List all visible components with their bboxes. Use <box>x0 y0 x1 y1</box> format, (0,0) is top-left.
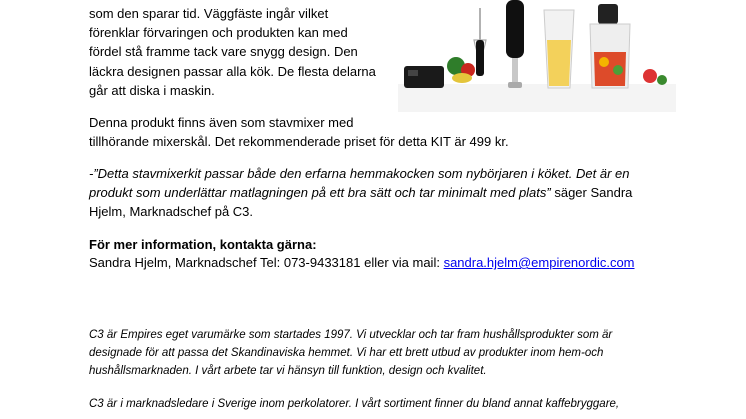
quote-attribution: säger Sandra <box>550 185 633 200</box>
kit-line: tillhörande mixerskål. Det rekommenderade priset för detta KIT är 499 kr. <box>89 134 509 149</box>
intro-line: som den sparar tid. Väggfäste ingår vilket <box>89 6 329 21</box>
contact-heading: För mer information, kontakta gärna: <box>89 237 317 252</box>
quote-text: produkt som underlättar matlagningen på ett bra sätt och tar minimalt med plats” <box>89 185 551 200</box>
about-line: hushållsmarknaden. I vårt arbete tar vi hänsyn till funktion, design och kvalitet. <box>89 365 487 377</box>
contact-text: Sandra Hjelm, Marknadschef Tel: 073-9433181 eller via mail: <box>89 255 444 270</box>
about-line: C3 är Empires eget varumärke som startades 1997. Vi utvecklar och tar fram hushållsprodukter som är <box>89 329 613 341</box>
intro-line: förenklar förvaringen och produkten kan med <box>89 25 348 40</box>
intro-line: går att diska i maskin. <box>89 83 215 98</box>
quote-line <box>89 183 632 202</box>
kit-line: Denna produkt finns även som stavmixer med <box>89 115 354 130</box>
about-line: designade för att passa det Skandinaviska hemmet. Vi har ett brett utbud av produkter inom hem-och <box>89 347 604 359</box>
market-line: C3 är i marknadsledare i Sverige inom perkolatorer. I vårt sortiment finner du bland annat kaffebryggare, <box>89 398 620 410</box>
intro-line: läckra designen passar alla kök. De flesta delarna <box>89 64 376 79</box>
contact-line <box>89 253 635 272</box>
product-photo <box>398 0 676 112</box>
email-link[interactable]: sandra.hjelm@empirenordic.com <box>443 255 635 270</box>
intro-line: fördel stå framme tack vare snygg design. Den <box>89 44 358 59</box>
quote-line: Hjelm, Marknadschef på C3. <box>89 204 254 219</box>
quote-line: -”Detta stavmixerkit passar både den erfarna hemmakocken som nybörjaren i köket. Det är en <box>89 166 630 181</box>
